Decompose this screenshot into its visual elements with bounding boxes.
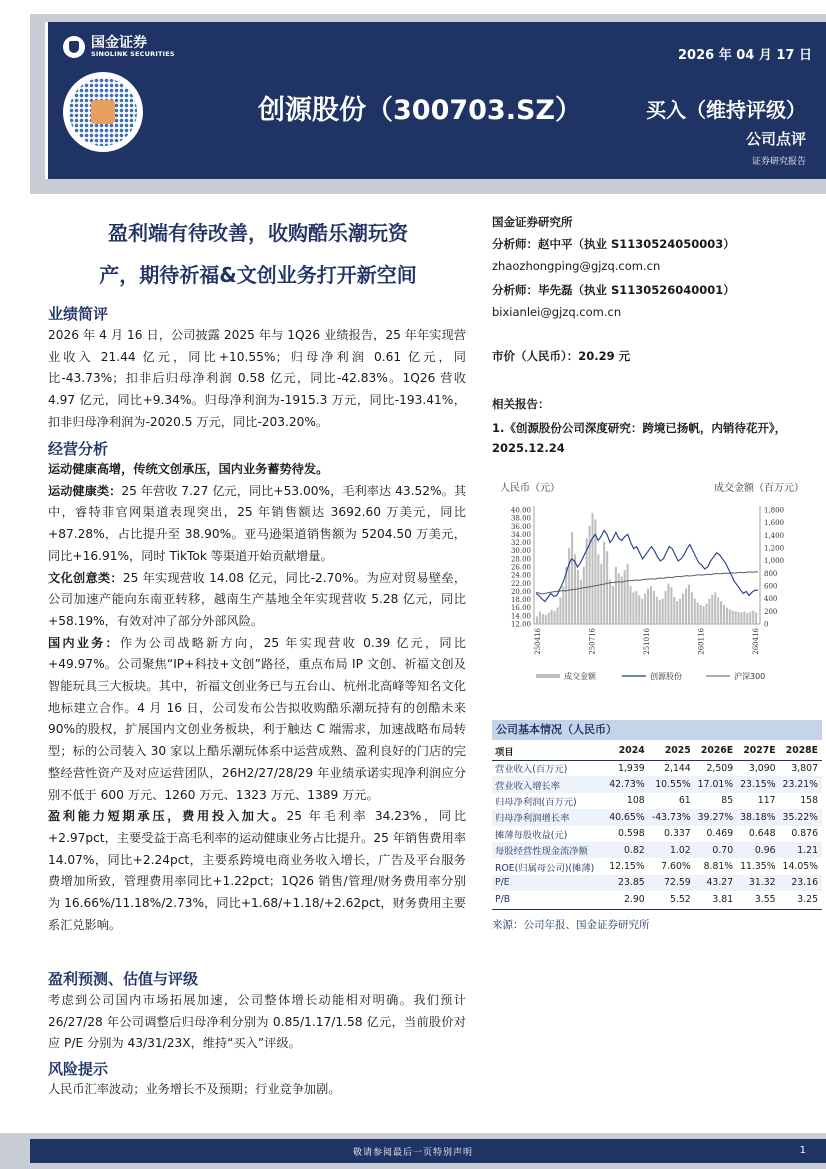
logo-icon — [63, 36, 85, 58]
right-tick-label: 1,400 — [764, 531, 785, 540]
table-cell: 43.27 — [695, 875, 737, 891]
turnover-bar — [740, 613, 742, 624]
table-cell: 0.648 — [748, 828, 776, 840]
legend-stock-label: 创源股份 — [650, 672, 682, 681]
turnover-bar — [583, 567, 585, 624]
table-row — [492, 842, 822, 858]
table-cell: 3.55 — [754, 893, 776, 905]
left-tick-label: 12.00 — [510, 620, 531, 629]
left-tick-label: 22.00 — [510, 579, 531, 588]
turnover-bar — [673, 597, 675, 624]
analyst-2-email[interactable]: bixianlei@gjzq.com.cn — [492, 305, 622, 319]
table-cell: 38.18% — [737, 809, 779, 825]
turnover-bar — [697, 602, 699, 624]
table-row — [492, 793, 822, 809]
table-row — [492, 776, 822, 792]
turnover-bar — [732, 611, 734, 624]
turnover-bar — [635, 591, 637, 624]
turnover-bar — [580, 580, 582, 624]
table-cell: 1.02 — [649, 842, 695, 858]
domestic-text: 作为公司战略新方向，25 年实现营收 0.39 亿元，同比+49.97%。公司聚焦“IP+科技+文创”路径，重点布局 IP 文创、祈福文创及智能玩具三大板块。其中，祈福文创业务已与五台山、杭州北高峰等知名文化地标建立合作。4 月 16 日，公司发布公告拟收购酷乐潮玩持有的创酷未来 90%的股权，扩展国内文创业务板块，利于触达 C 端需求，加速战略布局转型；标的公司装入 30 家以上酷乐潮玩体系中运营成熟、盈利良好的门店的完整经营性资产及对应运营团队，26H2/27/28/29 年业绩承诺实现净利润应分别不低于 600 万元、1260 万元、1323 万元、1389 万元。 — [48, 635, 466, 802]
turnover-bar — [653, 591, 655, 624]
domestic-lead: 国内业务： — [48, 635, 120, 650]
table-cell: 10.55% — [649, 776, 695, 792]
turnover-bar — [589, 526, 591, 624]
table-cell: 23.15% — [737, 776, 779, 792]
turnover-bar — [539, 611, 541, 624]
turnover-bar — [551, 610, 553, 624]
table-cell: 2,509 — [706, 762, 734, 774]
section-title-risk: 风险提示 — [48, 1060, 109, 1078]
x-tick-label: 260116 — [697, 628, 706, 655]
turnover-bar — [603, 542, 605, 624]
report-headline — [48, 212, 468, 296]
turnover-bar — [545, 615, 547, 624]
right-tick-label: 1,200 — [764, 544, 785, 553]
turnover-bar — [592, 513, 594, 624]
price-label: 市价（人民币）： — [492, 349, 579, 363]
right-tick-label: 200 — [764, 607, 778, 616]
turnover-bar — [618, 573, 620, 624]
table-cell: 61 — [678, 795, 691, 807]
header-2027e: 2027E — [737, 742, 779, 760]
turnover-bar — [638, 596, 640, 625]
turnover-bar — [723, 605, 725, 624]
turnover-bar — [577, 570, 579, 624]
table-cell: 23.21% — [780, 776, 822, 792]
right-tick-label: 400 — [764, 595, 778, 604]
table-cell: 0.70 — [695, 842, 737, 858]
culture-lead: 文化创意类： — [48, 570, 123, 585]
table-cell: 17.01% — [695, 776, 737, 792]
turnover-bar — [685, 589, 687, 624]
table-cell: 0.96 — [737, 842, 779, 858]
table-cell: 3,807 — [791, 762, 818, 774]
table-cell: 2,144 — [664, 762, 691, 774]
table-cell: 11.35% — [740, 861, 776, 873]
turnover-bar — [679, 599, 681, 624]
turnover-bar — [676, 601, 678, 624]
left-axis-label: 人民币（元） — [500, 483, 560, 494]
table-cell: 5.52 — [670, 893, 691, 905]
table-cell: 42.73% — [606, 776, 648, 792]
right-tick-label: 0 — [764, 620, 769, 629]
left-tick-label: 14.00 — [510, 612, 531, 621]
qr-code-icon — [63, 72, 143, 152]
turnover-bar — [536, 616, 538, 624]
table-row — [492, 809, 822, 825]
turnover-bar — [714, 592, 716, 624]
page-number: 1 — [799, 1145, 806, 1156]
analyst-1: 分析师：赵中平（执业 S1130524050003） — [492, 237, 735, 251]
turnover-bar — [682, 594, 684, 624]
header-2028e: 2028E — [780, 742, 822, 760]
sports-text: 25 年营收 7.27 亿元，同比+53.00%，毛利率达 43.52%。其中，睿特菲官网渠道表现突出，25 年销售额达 3692.60 万美元，同比+87.28%，占比提升至 38.90%。亚马逊渠道销售额为 5204.50 万美元，同比+16.91%，同时 TikTok 等渠道开始贡献增量。 — [48, 483, 467, 563]
header-2026e: 2026E — [695, 742, 737, 760]
x-tick-label: 250716 — [588, 628, 597, 655]
table-row — [492, 826, 822, 842]
turnover-bar — [662, 599, 664, 624]
table-row — [492, 875, 822, 891]
table-cell: 7.60% — [661, 861, 691, 873]
legend-turnover-label: 成交金额 — [564, 672, 596, 681]
table-cell: 39.27% — [695, 809, 737, 825]
turnover-bar — [624, 570, 626, 624]
table-cell: 0.337 — [664, 828, 691, 840]
left-tick-label: 28.00 — [510, 555, 531, 564]
turnover-bar — [729, 609, 731, 624]
analysis-body — [48, 459, 466, 936]
turnover-bar — [752, 611, 754, 624]
left-tick-label: 36.00 — [510, 522, 531, 531]
turnover-bar — [720, 601, 722, 624]
turnover-bar — [647, 589, 649, 624]
row-label: 每股经营性现金流净额 — [492, 842, 606, 858]
profitability-text: 25 年毛利率 34.23%，同比+2.97pct，主要受益于高毛利率的运动健康业务占比提升。25 年销售费用率 14.07%，同比+2.24pct，主要系跨境电商业务收入增长，广告及平台服务费增加所致，管理费用率同比+1.22pct；1Q26 销售/管理/财务费用率分别为 16.66%/11.18%/2.73%，同比+1.68/+1.18/+2.62pct，财务费用主要系汇兑影响。 — [48, 809, 467, 932]
turnover-bar — [749, 612, 751, 624]
turnover-bar — [629, 586, 631, 624]
company-logo — [63, 36, 175, 58]
table-cell: 85 — [721, 795, 734, 807]
table-cell: 40.65% — [606, 809, 648, 825]
turnover-bar — [700, 605, 702, 624]
price-chart-svg — [492, 478, 812, 688]
turnover-bar — [705, 604, 707, 624]
table-cell: 72.59 — [649, 875, 695, 891]
turnover-bar — [670, 587, 672, 624]
turnover-bar — [694, 599, 696, 624]
header-2025: 2025 — [649, 742, 695, 760]
turnover-bar — [711, 595, 713, 624]
headline-line-2: 产，期待祈福&文创业务打开新空间 — [99, 263, 417, 287]
turnover-bar — [726, 608, 728, 624]
turnover-bar — [542, 614, 544, 624]
turnover-bar — [717, 597, 719, 624]
analysis-summary: 运动健康高增，传统文创承压，国内业务蓄势待发。 — [48, 462, 329, 476]
table-cell: 2.90 — [623, 893, 645, 905]
table-cell: 0.82 — [606, 842, 648, 858]
x-tick-label: 250416 — [534, 628, 542, 655]
section-title-forecast: 盈利预测、估值与评级 — [48, 970, 199, 988]
left-tick-label: 24.00 — [510, 571, 531, 580]
header-2024: 2024 — [606, 742, 648, 760]
forecast-text: 考虑到公司国内市场拓展加速，公司整体增长动能相对明确。我们预计 26/27/28 年公司调整后归母净利分别为 0.85/1.17/1.58 亿元，当前股价对应 P/E 分别为 43/31/23X，维持“买入”评级。 — [48, 993, 466, 1051]
turnover-bar — [627, 564, 629, 624]
related-report-item[interactable]: 1.《创源股份公司深度研究：跨境已扬帆，内销待花开》，2025.12.24 — [492, 421, 787, 455]
header-item: 项目 — [492, 742, 606, 760]
turnover-bar — [738, 612, 740, 624]
left-tick-label: 16.00 — [510, 604, 531, 613]
turnover-bar — [688, 585, 690, 624]
institute-name: 国金证券研究所 — [492, 215, 573, 229]
turnover-bar — [606, 551, 608, 624]
table-cell: 31.32 — [737, 875, 779, 891]
table-cell: 0.598 — [618, 828, 645, 840]
culture-text: 25 年实现营收 14.08 亿元，同比-2.70%。为应对贸易壁垒，公司加速产能向东南亚转移，越南生产基地全年实现营收 5.28 亿元，同比+58.19%，有效对冲了部分外部风险。 — [48, 570, 467, 628]
table-cell: 3.81 — [712, 893, 734, 905]
right-tick-label: 1,800 — [764, 506, 785, 515]
headline-line-1: 盈利端有待改善，收购酷乐潮玩资 — [108, 221, 408, 245]
left-tick-label: 38.00 — [510, 514, 531, 523]
turnover-bar — [615, 567, 617, 624]
turnover-bar — [609, 580, 611, 624]
left-tick-label: 30.00 — [510, 547, 531, 556]
table-cell: 1,939 — [618, 762, 645, 774]
profitability-lead: 盈利能力短期承压，费用投入加大。 — [48, 809, 287, 824]
table-cell: 117 — [757, 795, 776, 807]
logo-en-text: SINOLINK SECURITIES — [91, 50, 175, 58]
row-label: 归母净利润增长率 — [492, 809, 606, 825]
table-cell: 0.876 — [791, 828, 818, 840]
left-tick-label: 20.00 — [510, 587, 531, 596]
sports-lead: 运动健康类： — [48, 483, 122, 498]
table-cell: 23.16 — [780, 875, 822, 891]
turnover-bar — [568, 548, 570, 624]
turnover-bar — [743, 611, 745, 624]
turnover-bar — [641, 599, 643, 624]
row-label: P/E — [492, 875, 606, 891]
right-axis-label: 成交金额（百万元） — [714, 483, 804, 494]
risk-text: 人民币汇率波动；业务增长不及预期；行业竞争加剧。 — [48, 1082, 341, 1096]
review-text: 2026 年 4 月 16 日，公司披露 2025 年与 1Q26 业绩报告，25 年年实现营业收入 21.44 亿元，同比+10.55%；归母净利润 0.61 亿元，同比-43.73%；扣非后归母净利润 0.58 亿元，同比-42.83%。1Q26 营收 4.97 亿元，同比+9.34%。归母净利润为-1915.3 万元，同比-193.41%，扣非归母净利润为-2020.5 万元，同比-203.20%。 — [48, 328, 466, 429]
left-tick-label: 32.00 — [510, 539, 531, 548]
table-cell: 3.25 — [797, 893, 818, 905]
turnover-bar — [600, 564, 602, 624]
left-tick-label: 18.00 — [510, 596, 531, 605]
turnover-bar — [559, 597, 561, 624]
right-tick-label: 600 — [764, 582, 778, 591]
turnover-bar — [667, 583, 669, 624]
turnover-bar — [556, 608, 558, 624]
turnover-bar — [665, 591, 667, 624]
financial-table-title: 公司基本情况（人民币） — [492, 720, 822, 740]
related-reports-title: 相关报告： — [492, 397, 550, 411]
table-cell: 8.81% — [703, 861, 734, 873]
analyst-1-email[interactable]: zhaozhongping@gjzq.com.cn — [492, 259, 661, 273]
table-row — [492, 858, 822, 874]
report-date: 2026 年 04 月 17 日 — [678, 48, 812, 63]
report-type: 公司点评 — [745, 130, 806, 148]
table-cell: -43.73% — [649, 809, 695, 825]
turnover-bar — [632, 592, 634, 624]
turnover-bar — [659, 600, 661, 624]
table-row — [492, 891, 822, 907]
table-cell: 158 — [800, 795, 818, 807]
turnover-bar — [656, 597, 658, 624]
right-tick-label: 1,000 — [764, 557, 785, 566]
row-label: 归母净利润(百万元) — [495, 796, 577, 808]
left-tick-label: 26.00 — [510, 563, 531, 572]
turnover-bar — [746, 613, 748, 624]
right-tick-label: 1,600 — [764, 519, 785, 528]
analyst-2: 分析师：毕先磊（执业 S1130526040001） — [492, 283, 735, 297]
turnover-bar — [755, 613, 757, 624]
stock-name: 创源股份（300703.SZ） — [258, 95, 582, 126]
table-cell: 3,090 — [748, 762, 776, 774]
turnover-bar — [554, 611, 556, 624]
turnover-bar — [650, 586, 652, 624]
turnover-bar — [597, 554, 599, 624]
logo-cn-text: 国金证券 — [91, 35, 147, 51]
table-header-row — [492, 742, 822, 760]
turnover-bar — [708, 599, 710, 624]
table-cell: 108 — [626, 795, 645, 807]
table-cell: 12.15% — [609, 861, 645, 873]
left-tick-label: 40.00 — [510, 506, 531, 515]
section-title-review: 业绩简评 — [48, 305, 109, 323]
row-label: P/B — [495, 893, 511, 905]
table-cell: 1.21 — [780, 842, 822, 858]
table-cell: 0.469 — [706, 828, 734, 840]
left-tick-label: 34.00 — [510, 530, 531, 539]
turnover-bar — [621, 577, 623, 625]
turnover-bar — [644, 594, 646, 624]
financial-table — [492, 742, 822, 908]
legend-hs300-label: 沪深300 — [734, 672, 766, 681]
rating: 买入（维持评级） — [646, 98, 806, 122]
footer-disclaimer[interactable]: 敬请参阅最后一页特别声明 — [352, 1148, 473, 1158]
report-series: 证券研究报告 — [751, 157, 806, 167]
x-tick-label: 260416 — [752, 628, 760, 655]
row-label: ROE(归属母公司)(摊薄) — [495, 862, 595, 874]
legend-turnover-swatch — [536, 674, 560, 678]
price-value: 20.29 元 — [578, 349, 631, 363]
row-label: 摊薄每股收益(元) — [495, 829, 568, 841]
right-tick-label: 800 — [764, 569, 778, 578]
price-chart — [492, 478, 812, 688]
turnover-bar — [735, 611, 737, 624]
turnover-bar — [571, 532, 573, 624]
turnover-bar — [691, 592, 693, 624]
market-price — [492, 348, 630, 364]
x-tick-label: 251016 — [643, 628, 651, 655]
table-cell: 35.22% — [780, 809, 822, 825]
turnover-bar — [548, 613, 550, 624]
row-label: 营业收入增长率 — [492, 776, 606, 792]
table-cell: 14.05% — [782, 861, 818, 873]
turnover-bar — [562, 586, 564, 624]
table-source: 来源：公司年报、国金证券研究所 — [492, 919, 650, 931]
turnover-bar — [612, 586, 614, 624]
section-title-analysis: 经营分析 — [48, 440, 109, 458]
table-row — [492, 760, 822, 776]
table-bottom-rule — [492, 909, 822, 910]
row-label: 营业收入(百万元) — [495, 764, 568, 776]
turnover-bar — [703, 606, 705, 624]
table-cell: 23.85 — [606, 875, 648, 891]
